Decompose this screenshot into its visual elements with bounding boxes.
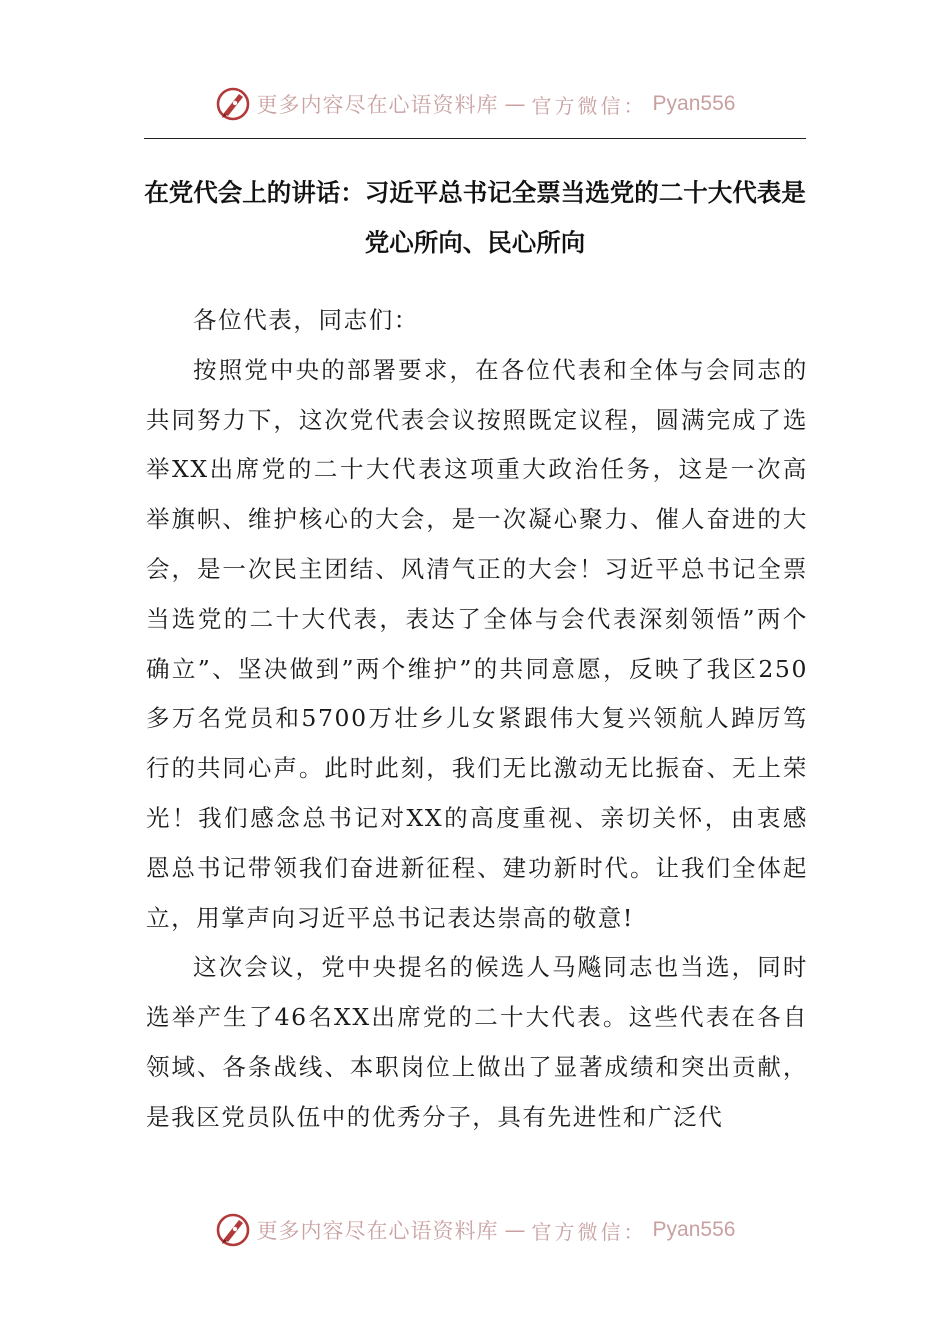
banner-separator: — <box>504 1218 526 1242</box>
document-title: 在党代会上的讲话：习近平总书记全票当选党的二十大代表是党心所向、民心所向 <box>144 178 806 257</box>
paragraph: 按照党中央的部署要求，在各位代表和全体与会同志的共同努力下，这次党代表会议按照既定议程，圆满完成了选举XX出席党的二十大代表这项重大政治任务，这是一次高举旗帜、维护核心的大会，是一次凝心聚力、催人奋进的大会，是一次民主团结、风清气正的大会！习近平总书记全票当选党的二十大代表，表达了全体与会代表深刻领悟”两个确立”、坚决做到”两个维护”的共同意愿，反映了我区250多万名党员和5700万壮乡儿女紧跟伟大复兴领航人踔厉笃行的共同心声。此时此刻，我们无比激动无比振奋、无上荣光！我们感念总书记对XX的高度重视、亲切关怀，由衷感恩总书记带领我们奋进新征程、建功新时代。让我们全体起立，用掌声向习近平总书记表达崇高的敬意! <box>146 355 808 932</box>
banner-text: 更多内容尽在心语资料库 <box>256 1219 499 1243</box>
footer-banner <box>0 1208 950 1252</box>
header-banner <box>0 82 950 126</box>
banner-separator: — <box>504 92 526 116</box>
banner-wechat-id: Pyan556 <box>652 1218 736 1241</box>
banner-label: 官方微信： <box>531 1219 647 1244</box>
paragraph: 这次会议，党中央提名的候选人马飚同志也当选，同时选举产生了46名XX出席党的二十大代表。这些代表在各自领域、各条战线、本职岗位上做出了显著成绩和突出贡献，是我区党员队伍中的优秀分子，具有先进性和广泛代 <box>146 953 808 1131</box>
document-body <box>146 296 808 1143</box>
header-divider <box>144 138 806 139</box>
pen-circle-logo-icon <box>215 86 251 122</box>
banner-label: 官方微信： <box>531 93 647 118</box>
salutation: 各位代表，同志们： <box>193 306 419 334</box>
banner-text: 更多内容尽在心语资料库 <box>256 93 499 117</box>
banner-wechat-id: Pyan556 <box>652 92 736 115</box>
pen-circle-logo-icon <box>215 1212 251 1248</box>
